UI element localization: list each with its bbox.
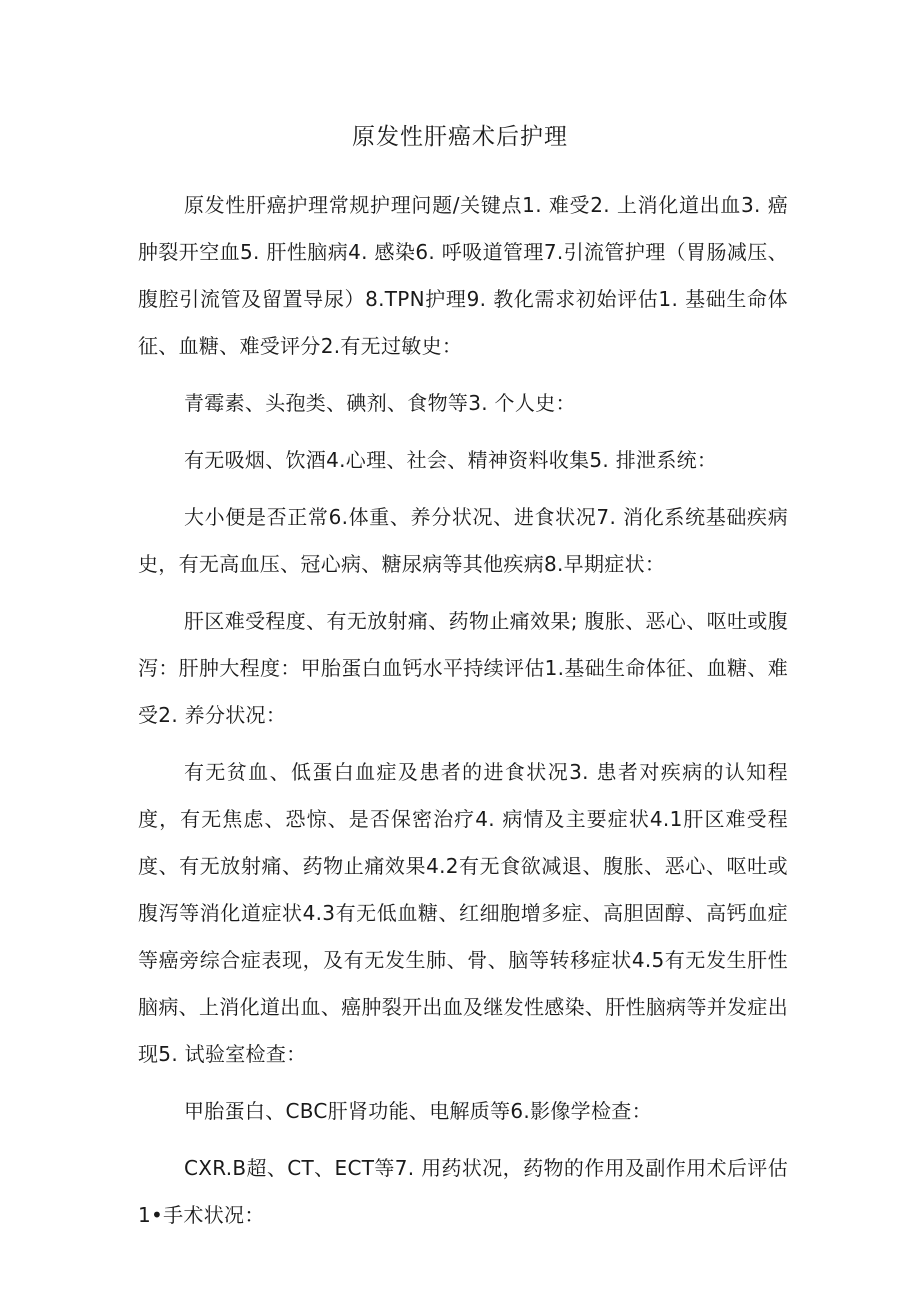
- document-body: [138, 182, 788, 1249]
- paragraph-1: 原发性肝癌护理常规护理问题/关键点1. 难受2. 上消化道出血3. 癌肿裂开空血5. 肝性脑病4. 感染6. 呼吸道管理7.引流管护理（胃肠减压、腹腔引流管及留置导尿）8.TPN护理9. 教化需求初始评估1. 基础生命体征、血糖、难受评分2.有无过敏史：: [138, 193, 788, 358]
- paragraph-7: 甲胎蛋白、CBC肝肾功能、电解质等6.影像学检查：: [184, 1099, 652, 1123]
- paragraph-4: 大小便是否正常6.体重、养分状况、进食状况7. 消化系统基础疾病史，有无高血压、冠心病、糖尿病等其他疾病8.早期症状：: [138, 505, 788, 576]
- paragraph-3: 有无吸烟、饮酒4.心理、社会、精神资料收集5. 排泄系统：: [184, 448, 718, 472]
- paragraph-6: 有无贫血、低蛋白血症及患者的进食状况3. 患者对疾病的认知程度，有无焦虑、恐惊、是否保密治疗4. 病情及主要症状4.1肝区难受程度、有无放射痛、药物止痛效果4.2有无食欲减退、腹胀、恶心、呕吐或腹泻等消化道症状4.3有无低血糖、红细胞增多症、高胆固醇、高钙血症等癌旁综合症表现，及有无发生肺、骨、脑等转移症状4.5有无发生肝性脑病、上消化道出血、癌肿裂开出血及继发性感染、肝性脑病等并发症出现5. 试验室检查：: [138, 760, 788, 1066]
- document-title: 原发性肝癌术后护理: [352, 124, 568, 150]
- paragraph-2: 青霉素、头孢类、碘剂、食物等3. 个人史：: [184, 391, 576, 415]
- paragraph-5: 肝区难受程度、有无放射痛、药物止痛效果; 腹胀、恶心、呕吐或腹泻：肝肿大程度：甲胎蛋白血钙水平持续评估1.基础生命体征、血糖、难受2. 养分状况：: [138, 609, 788, 727]
- paragraph-8: CXR.B超、CT、ECT等7. 用药状况，药物的作用及副作用术后评估1•手术状况：: [138, 1156, 788, 1227]
